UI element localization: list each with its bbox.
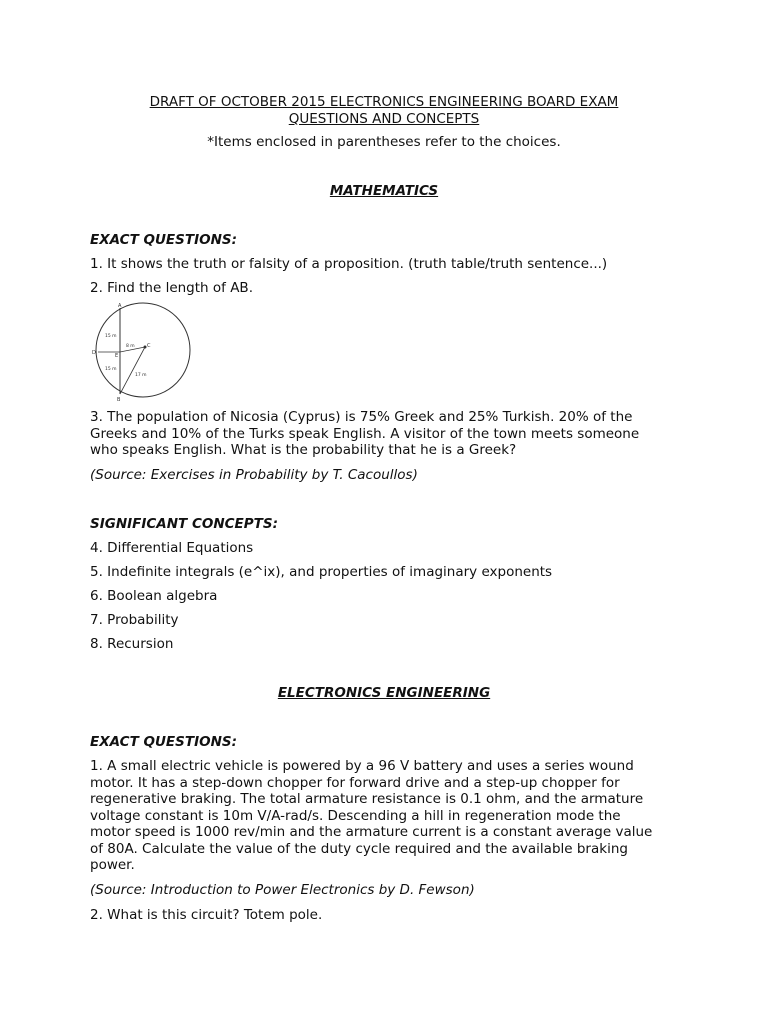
label-c: C (147, 343, 151, 349)
electronics-engineering-heading: ELECTRONICS ENGINEERING (277, 685, 491, 701)
label-b: B (117, 397, 121, 403)
electronics-question-1-line-1: 1. A small electric vehicle is powered by a 96 V battery and uses a series wound (90, 758, 634, 774)
choices-note: *Items enclosed in parentheses refer to the choices. (207, 134, 561, 150)
electronics-question-2: 2. What is this circuit? Totem pole. (90, 907, 323, 923)
concept-8: 8. Recursion (90, 636, 174, 652)
title-line-1: DRAFT OF OCTOBER 2015 ELECTRONICS ENGINEERING BOARD EXAM (149, 94, 619, 110)
math-exact-questions-heading: EXACT QUESTIONS: (90, 232, 237, 248)
label-e: E (115, 353, 119, 359)
concept-5: 5. Indefinite integrals (e^ix), and properties of imaginary exponents (90, 564, 553, 580)
electronics-question-1-line-2: motor. It has a step-down chopper for forward drive and a step-up chopper for (90, 774, 620, 791)
label-8m: 8 m (126, 344, 135, 349)
label-17m: 17 m (135, 373, 147, 378)
electronics-question-1 (90, 758, 690, 874)
label-d: D (92, 350, 96, 356)
math-question-3 (90, 409, 690, 459)
concept-4: 4. Differential Equations (90, 540, 254, 556)
electronics-question-1-line-4: voltage constant is 10m V/A-rad/s. Descending a hill in regeneration mode the (90, 807, 621, 824)
electronics-question-1-line-6: of 80A. Calculate the value of the duty cycle required and the available braking (90, 840, 628, 857)
title-line-2: QUESTIONS AND CONCEPTS (288, 111, 480, 127)
label-a: A (118, 303, 122, 309)
electronics-question-1-line-5: motor speed is 1000 rev/min and the armature current is a constant average value (90, 824, 653, 840)
math-question-1: 1. It shows the truth or falsity of a proposition. (truth table/truth sentence...) (90, 256, 608, 272)
document-title (0, 94, 768, 128)
circle-geometry-diagram (88, 300, 198, 404)
concept-6: 6. Boolean algebra (90, 588, 218, 604)
electronics-exact-questions-heading: EXACT QUESTIONS: (90, 734, 237, 750)
label-15m-top: 15 m (105, 334, 117, 339)
segment-bc (120, 347, 145, 394)
electronics-question-1-line-3: regenerative braking. The total armature resistance is 0.1 ohm, and the armature (90, 791, 644, 807)
electronics-question-1-line-7: power. (90, 857, 135, 873)
concept-7: 7. Probability (90, 612, 179, 628)
math-question-3-line-2: Greeks and 10% of the Turks speak English. A visitor of the town meets someone (90, 425, 640, 442)
math-question-3-line-3: who speaks English. What is the probability that he is a Greek? (90, 442, 517, 458)
math-question-3-line-1: 3. The population of Nicosia (Cyprus) is 75% Greek and 25% Turkish. 20% of the (90, 409, 633, 425)
math-question-2: 2. Find the length of AB. (90, 280, 253, 296)
math-question-3-source: (Source: Exercises in Probability by T. Cacoullos) (90, 467, 418, 483)
mathematics-heading: MATHEMATICS (329, 183, 439, 199)
electronics-question-1-source: (Source: Introduction to Power Electronics by D. Fewson) (90, 882, 475, 898)
label-15m-bottom: 15 m (105, 367, 117, 372)
significant-concepts-heading: SIGNIFICANT CONCEPTS: (90, 516, 278, 532)
